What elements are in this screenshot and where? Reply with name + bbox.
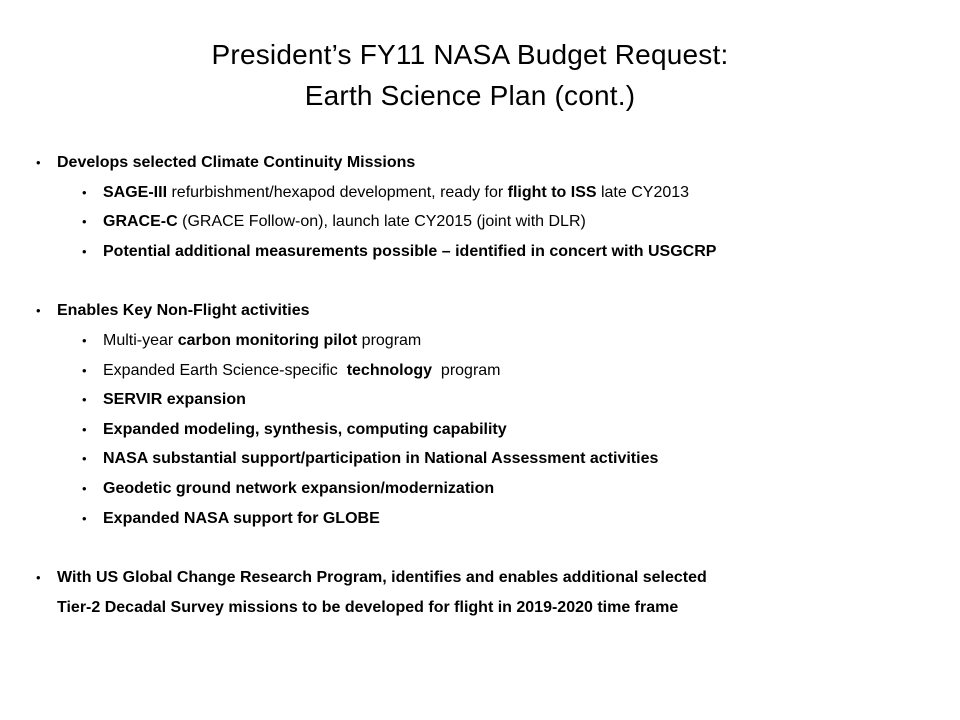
bullet-icon: • (82, 184, 87, 200)
bold-text-run: Potential additional measurements possible – identified in concert with USGCRP (103, 242, 717, 260)
bullet-icon: • (82, 421, 87, 437)
slide-title-line-1: President’s FY11 NASA Budget Request: (211, 39, 729, 70)
slide-body (34, 148, 934, 622)
text-run: program (357, 331, 422, 349)
sub-bullet (34, 444, 934, 474)
sub-bullet (34, 474, 934, 504)
bullet-icon: • (82, 214, 87, 230)
slide-title (0, 34, 940, 116)
final-bullet-line-1: With US Global Change Research Program, identifies and enables additional selected (57, 569, 707, 587)
sub-bullet (34, 178, 934, 208)
sub-bullet (34, 415, 934, 445)
slide-title-line-2: Earth Science Plan (cont.) (304, 80, 636, 111)
bullet-icon: • (82, 362, 87, 378)
bold-text-run: SAGE-III (103, 183, 168, 201)
bullet-icon: • (82, 332, 87, 348)
sub-bullet (34, 207, 934, 237)
section-heading (34, 296, 934, 326)
text-run: Expanded Earth Science-specific (103, 361, 347, 379)
bold-text-run: GRACE-C (103, 213, 178, 231)
text-run: late CY2013 (596, 183, 690, 201)
bold-text-run: Expanded modeling, synthesis, computing capability (103, 420, 507, 438)
text-run: (GRACE Follow-on), launch late CY2015 (joint with DLR) (177, 213, 586, 231)
bullet-section (34, 148, 934, 266)
section-spacer (34, 533, 934, 563)
bold-text-run: SERVIR expansion (103, 391, 246, 409)
text-run: program (432, 361, 501, 379)
section-heading (34, 148, 934, 178)
bullet-icon: • (36, 155, 41, 170)
bullet-icon: • (82, 480, 87, 496)
bold-text-run: technology (346, 361, 433, 379)
sub-bullet (34, 356, 934, 386)
bold-text-run: NASA substantial support/participation in National Assessment activities (103, 450, 659, 468)
sub-bullet (34, 504, 934, 534)
bullet-sections (34, 148, 934, 563)
text-run: refurbishment/hexapod development, ready for (167, 183, 508, 201)
bullet-icon: • (82, 243, 87, 259)
bullet-icon: • (82, 510, 87, 526)
sub-bullet (34, 326, 934, 356)
section-heading-text: Enables Key Non-Flight activities (57, 302, 310, 320)
sub-bullet (34, 385, 934, 415)
bullet-icon: • (36, 570, 41, 586)
sub-bullet (34, 237, 934, 267)
bold-text-run: carbon monitoring pilot (177, 331, 358, 349)
bold-text-run: Geodetic ground network expansion/modernization (103, 479, 495, 497)
final-bullet-continuation: Tier-2 Decadal Survey missions to be developed for flight in 2019-2020 time frame (57, 598, 679, 616)
bullet-icon: • (82, 392, 87, 408)
bullet-icon: • (82, 451, 87, 467)
bold-text-run: flight to ISS (507, 183, 597, 201)
bullet-section (34, 296, 934, 533)
section-heading-text: Develops selected Climate Continuity Missions (57, 154, 416, 171)
text-run: Multi-year (103, 331, 178, 349)
final-bullet (34, 563, 934, 593)
bold-text-run: Expanded NASA support for GLOBE (103, 509, 380, 527)
bullet-icon: • (36, 303, 41, 319)
section-spacer (34, 266, 934, 296)
